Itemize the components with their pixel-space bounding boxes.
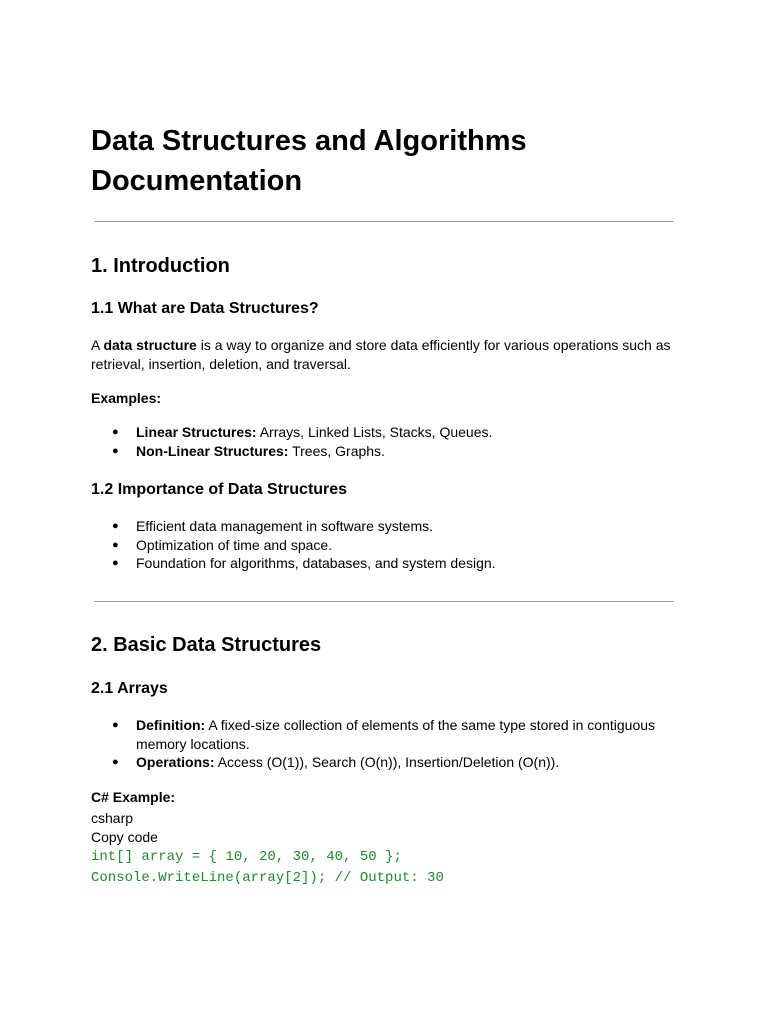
list-item-label: Definition: xyxy=(136,717,206,733)
list-item-text: Optimization of time and space. xyxy=(136,536,333,553)
bullet-icon: ● xyxy=(112,538,119,551)
list-item-label: Operations: xyxy=(136,754,215,770)
code-language-label: csharp xyxy=(91,810,134,826)
list-item-label: Non-Linear Structures: xyxy=(136,442,289,459)
list-item-text: Efficient data management in software systems. xyxy=(136,518,433,534)
subsection-heading-arrays: 2.1 Arrays xyxy=(91,680,168,697)
bullet-icon: ● xyxy=(112,520,119,532)
copy-code-button[interactable]: Copy code xyxy=(91,829,158,845)
paragraph-bold-term: data structure xyxy=(103,337,197,353)
examples-list xyxy=(91,423,661,460)
examples-label: Examples: xyxy=(91,390,162,406)
arrays-list xyxy=(91,716,661,772)
subsection-heading-importance: 1.2 Importance of Data Structures xyxy=(91,481,348,498)
list-item xyxy=(91,554,661,573)
bullet-icon: ● xyxy=(112,444,119,457)
bullet-icon: ● xyxy=(112,426,119,438)
list-item-text: Arrays, Linked Lists, Stacks, Queues. xyxy=(256,424,493,440)
bullet-icon: ● xyxy=(112,557,119,569)
definition-paragraph xyxy=(91,336,676,373)
list-item-text: Access (O(1)), Search (O(n)), Insertion/Deletion (O(n)). xyxy=(214,754,560,770)
bullet-icon: ● xyxy=(112,756,119,768)
list-item-text: Foundation for algorithms, databases, and system design. xyxy=(136,555,496,571)
bullet-icon: ● xyxy=(112,719,119,731)
importance-list xyxy=(91,517,661,573)
list-item-label: Linear Structures: xyxy=(136,424,257,440)
subsection-heading-what-are-data-structures: 1.1 What are Data Structures? xyxy=(91,300,319,317)
list-item-text: A fixed-size collection of elements of the same type stored in contiguous memory locations. xyxy=(136,717,656,752)
paragraph-rest: is a way to organize and store data efficiently for various operations such as retrieval, insertion, deletion, and traversal. xyxy=(91,337,671,372)
paragraph-prefix: A xyxy=(91,337,104,353)
document-title: Data Structures and Algorithms Documentation xyxy=(91,125,527,197)
list-item xyxy=(91,423,661,442)
section-divider xyxy=(94,221,674,222)
list-item xyxy=(91,716,661,753)
list-item-text: Trees, Graphs. xyxy=(288,442,385,459)
list-item xyxy=(91,442,661,461)
code-example-label: C# Example: xyxy=(91,789,176,805)
list-item xyxy=(91,517,661,536)
code-line: Console.WriteLine(array[2]); // Output: 30 xyxy=(91,869,444,886)
list-item xyxy=(91,536,661,555)
code-line: int[] array = { 10, 20, 30, 40, 50 }; xyxy=(91,849,402,865)
section-heading-introduction: 1. Introduction xyxy=(91,255,230,277)
code-block xyxy=(91,847,444,888)
section-heading-basic-data-structures: 2. Basic Data Structures xyxy=(91,634,322,656)
section-divider xyxy=(94,601,674,602)
list-item xyxy=(91,753,661,772)
